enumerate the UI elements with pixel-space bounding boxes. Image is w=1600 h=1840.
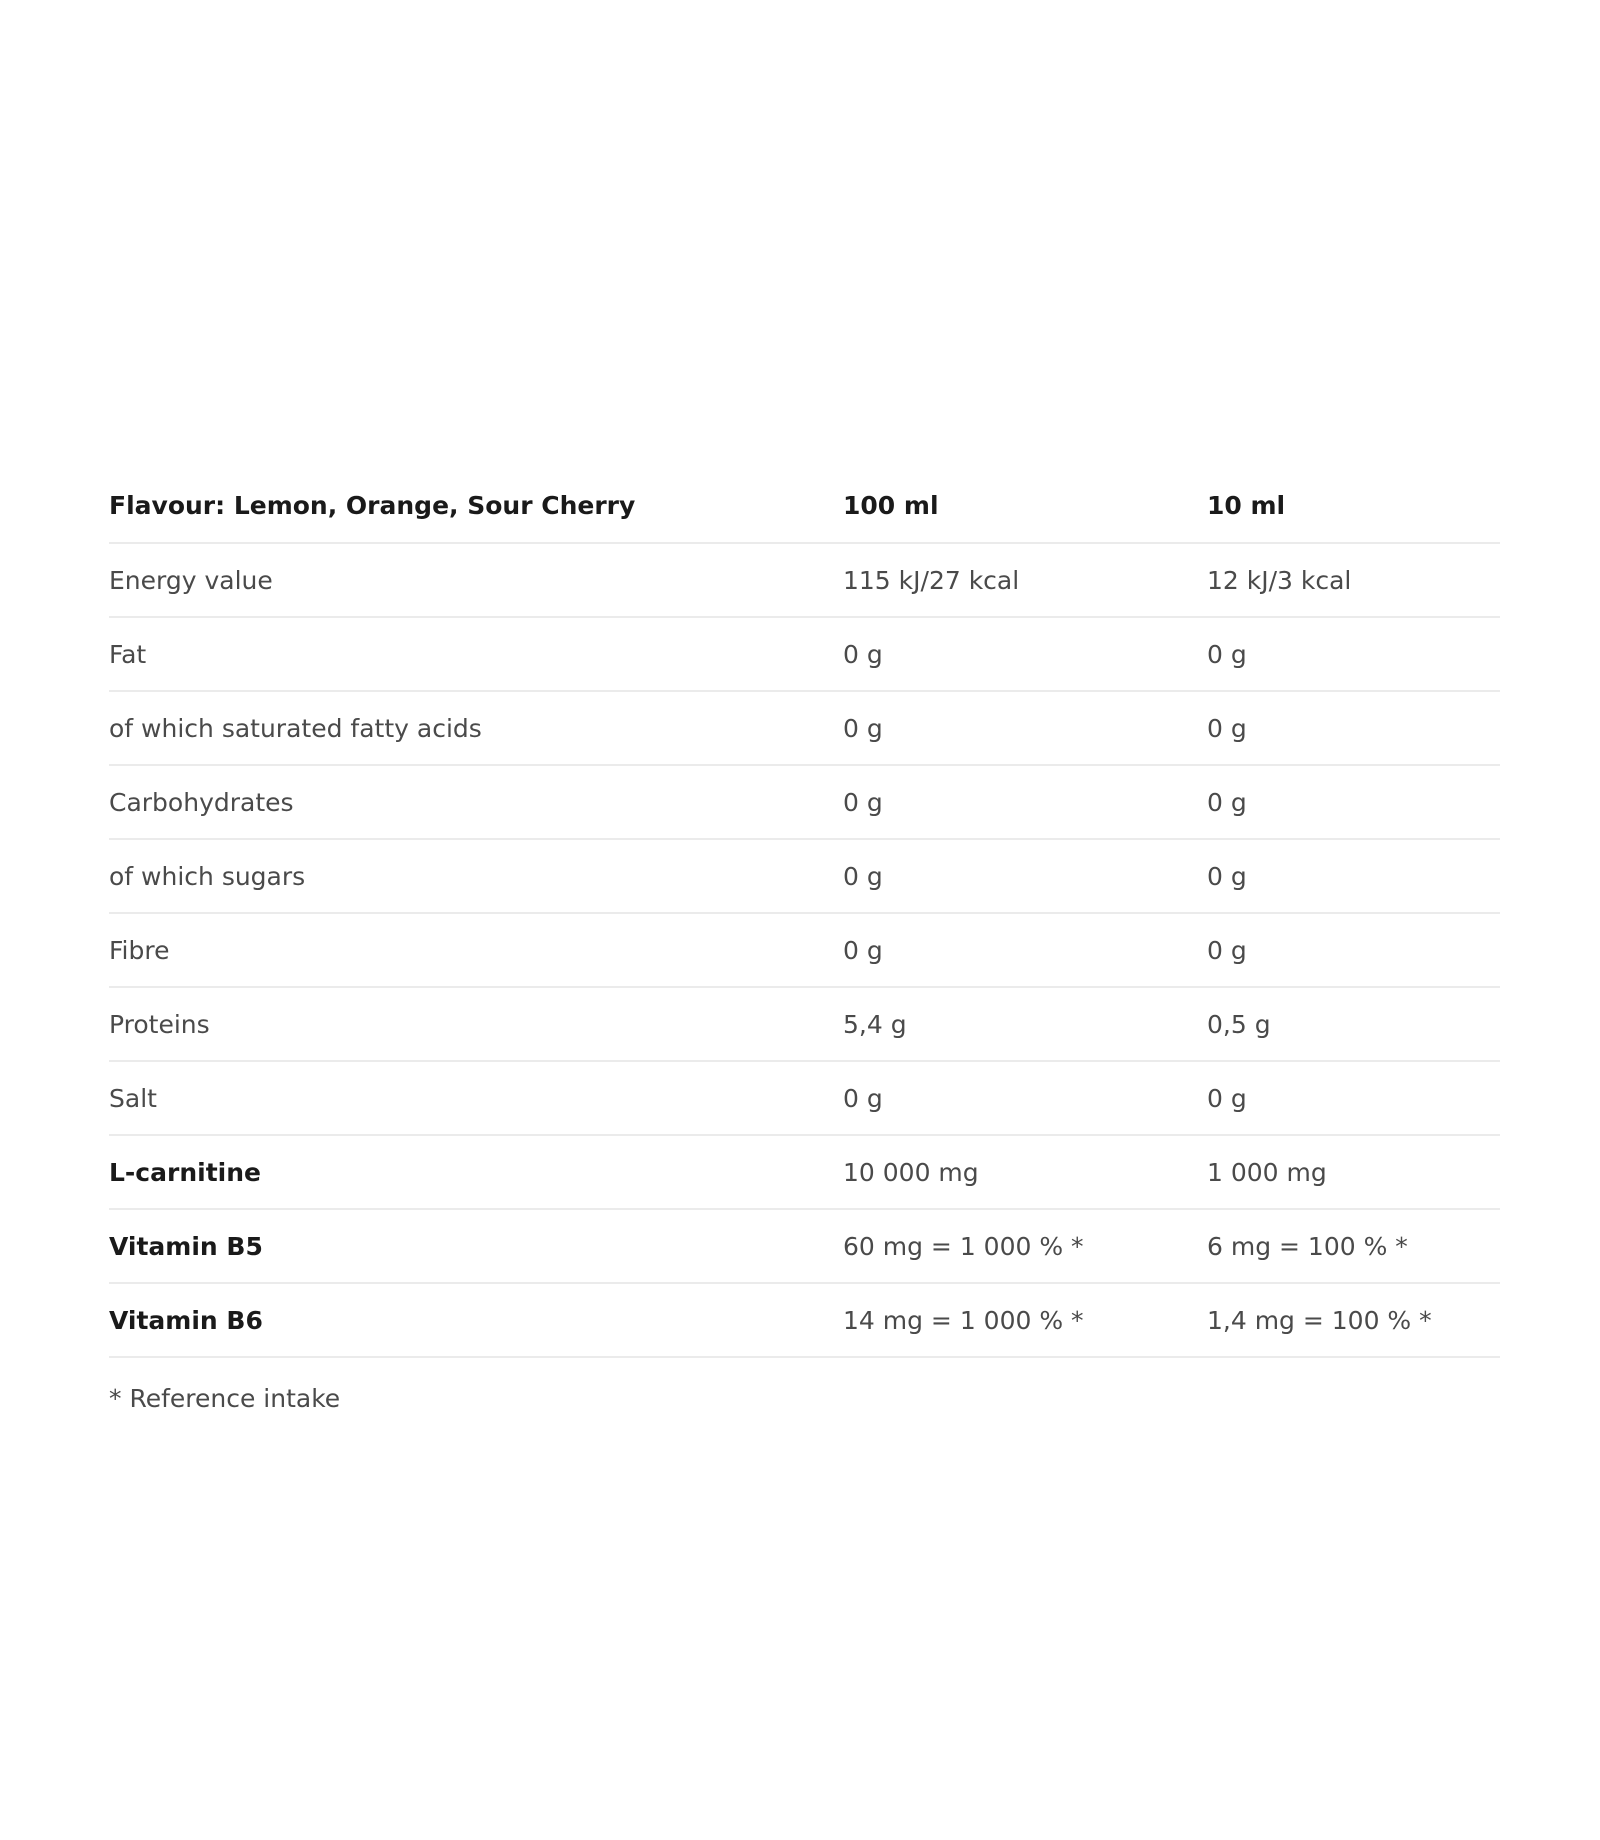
row-value-100ml: 5,4 g	[843, 1009, 907, 1039]
table-row	[109, 1062, 1500, 1136]
row-value-10ml: 0 g	[1207, 1083, 1247, 1113]
row-label: Vitamin B6	[109, 1305, 263, 1335]
row-value-100ml: 0 g	[843, 639, 883, 669]
row-label: Salt	[109, 1083, 157, 1113]
table-header-row	[109, 468, 1500, 544]
row-value-10ml: 1 000 mg	[1207, 1157, 1327, 1187]
nutrition-table	[109, 468, 1500, 1413]
row-value-10ml: 1,4 mg = 100 % *	[1207, 1305, 1432, 1335]
table-row	[109, 1210, 1500, 1284]
row-label: Proteins	[109, 1009, 210, 1039]
row-value-10ml: 12 kJ/3 kcal	[1207, 565, 1352, 595]
row-value-10ml: 0 g	[1207, 861, 1247, 891]
row-value-10ml: 0,5 g	[1207, 1009, 1271, 1039]
header-per-10ml: 10 ml	[1207, 490, 1286, 520]
table-row	[109, 1284, 1500, 1358]
row-label: Vitamin B5	[109, 1231, 263, 1261]
row-label: L-carnitine	[109, 1157, 261, 1187]
table-row	[109, 766, 1500, 840]
row-value-100ml: 0 g	[843, 787, 883, 817]
row-value-10ml: 6 mg = 100 % *	[1207, 1231, 1408, 1261]
table-row	[109, 914, 1500, 988]
table-row	[109, 618, 1500, 692]
table-row	[109, 692, 1500, 766]
table-row	[109, 544, 1500, 618]
row-value-100ml: 0 g	[843, 1083, 883, 1113]
row-value-100ml: 0 g	[843, 713, 883, 743]
row-label: of which saturated fatty acids	[109, 713, 482, 743]
table-row	[109, 988, 1500, 1062]
row-value-10ml: 0 g	[1207, 639, 1247, 669]
row-value-100ml: 14 mg = 1 000 % *	[843, 1305, 1084, 1335]
header-per-100ml: 100 ml	[843, 490, 939, 520]
table-row	[109, 1136, 1500, 1210]
row-value-100ml: 60 mg = 1 000 % *	[843, 1231, 1084, 1261]
header-flavour-label: Flavour: Lemon, Orange, Sour Cherry	[109, 490, 636, 520]
row-label: Carbohydrates	[109, 787, 294, 817]
row-value-100ml: 10 000 mg	[843, 1157, 979, 1187]
row-value-10ml: 0 g	[1207, 787, 1247, 817]
row-label: of which sugars	[109, 861, 306, 891]
table-row	[109, 840, 1500, 914]
row-label: Energy value	[109, 565, 273, 595]
reference-intake-footnote: * Reference intake	[109, 1384, 341, 1413]
row-value-10ml: 0 g	[1207, 713, 1247, 743]
row-value-100ml: 0 g	[843, 935, 883, 965]
row-value-100ml: 0 g	[843, 861, 883, 891]
row-value-100ml: 115 kJ/27 kcal	[843, 565, 1020, 595]
row-label: Fibre	[109, 935, 170, 965]
row-value-10ml: 0 g	[1207, 935, 1247, 965]
row-label: Fat	[109, 639, 147, 669]
